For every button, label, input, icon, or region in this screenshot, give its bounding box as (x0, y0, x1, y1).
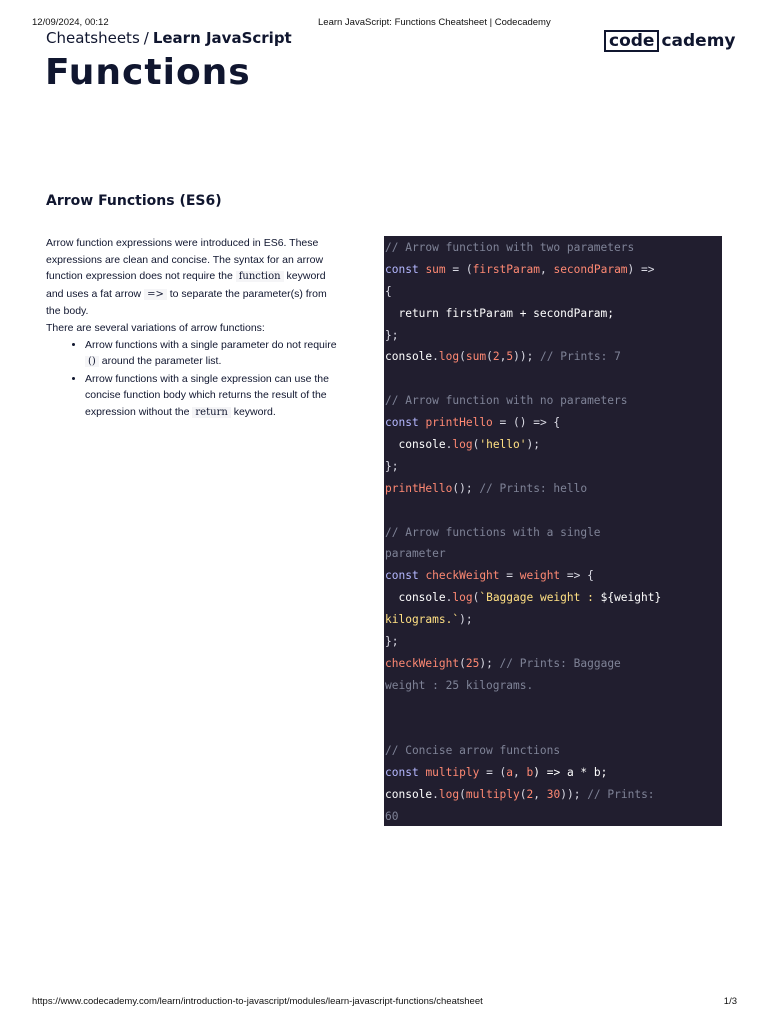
code-token: printHello (425, 416, 493, 430)
code-token: const (385, 569, 419, 583)
variations-intro: There are several variations of arrow functions: (46, 321, 265, 334)
code-token: weight : 25 kilograms. (385, 678, 534, 692)
code-token: 2 (526, 788, 534, 802)
breadcrumb (46, 29, 292, 47)
code-token: = ( (479, 766, 507, 780)
code-token: weight (519, 569, 561, 583)
code-line (384, 259, 722, 281)
code-token: secondParam (553, 262, 628, 276)
logo-boxed-text: code (604, 30, 659, 52)
code-token: , (499, 350, 507, 364)
inline-code-parens: () (85, 356, 99, 367)
code-token: ); (459, 613, 473, 627)
code-token: const (385, 262, 419, 276)
code-line (384, 522, 722, 544)
code-token: console (385, 438, 446, 452)
code-token: // Arrow functions with a single (385, 525, 601, 539)
code-token: multiply (425, 766, 480, 780)
code-line (384, 587, 722, 609)
code-token: (); (452, 481, 480, 495)
code-token: ( (472, 438, 480, 452)
code-token: ( (519, 788, 527, 802)
code-line (384, 390, 722, 412)
code-token: log (438, 788, 460, 802)
breadcrumb-cheatsheets-link[interactable]: Cheatsheets (46, 29, 140, 47)
code-token: . (445, 591, 453, 605)
list-item (85, 371, 338, 422)
code-token: , (539, 262, 554, 276)
code-line (384, 784, 722, 806)
code-token: kilograms.` (385, 613, 460, 627)
code-token: }; (385, 635, 399, 649)
code-token: ( (459, 350, 466, 364)
code-token: sum (465, 350, 487, 364)
code-line (384, 697, 722, 719)
print-document-title: Learn JavaScript: Functions Cheatsheet | Codecademy (318, 17, 551, 28)
code-token: // Arrow function with no parameters (385, 394, 628, 408)
code-token: = (499, 569, 520, 583)
code-line (384, 719, 722, 741)
bullet-text-after: keyword. (233, 405, 276, 418)
code-line (384, 478, 722, 500)
code-token: console (385, 788, 433, 802)
code-line (384, 740, 722, 762)
code-token: printHello (385, 481, 453, 495)
intro-text-2: keyword and uses a fat arrow (46, 270, 326, 300)
code-token: checkWeight (425, 569, 500, 583)
code-line (384, 653, 722, 675)
breadcrumb-separator: / (143, 29, 149, 47)
intro-paragraph (46, 235, 338, 320)
code-token: a (506, 766, 514, 780)
code-token: => { (560, 569, 594, 583)
code-token: log (452, 591, 473, 605)
list-item (85, 337, 338, 371)
code-token: // Prints: Baggage (499, 656, 621, 670)
bullet-text-after: around the parameter list. (101, 355, 222, 368)
code-token: 2 (492, 350, 500, 364)
code-line (384, 303, 722, 325)
code-token: b (526, 766, 534, 780)
codecademy-logo[interactable] (604, 30, 736, 52)
code-token: ) => (627, 262, 655, 276)
code-line (384, 500, 722, 522)
code-token: }; (385, 459, 399, 473)
code-token: sum (425, 262, 446, 276)
code-token: ( (459, 788, 466, 802)
page-title: Functions (45, 52, 251, 93)
code-token: 60 (385, 810, 399, 824)
code-token: { (385, 284, 392, 298)
section-title: Arrow Functions (ES6) (46, 193, 222, 209)
code-token: , (513, 766, 527, 780)
code-token: }; (385, 328, 399, 342)
print-footer (0, 996, 768, 1010)
code-token: ); (479, 656, 500, 670)
code-token: firstParam (472, 262, 540, 276)
logo-rest-text: cademy (661, 31, 736, 51)
code-token: 5 (506, 350, 514, 364)
inline-code-return: return (192, 407, 230, 418)
code-token: // Concise arrow functions (385, 744, 561, 758)
code-line (384, 631, 722, 653)
code-token: console (385, 591, 446, 605)
inline-code-function: function (236, 271, 284, 282)
code-token: = () => { (492, 416, 561, 430)
bullet-text-before: Arrow functions with a single expression can use the concise function body which returns the result of the expression without the (85, 372, 329, 418)
code-token: 'hello' (479, 438, 527, 452)
code-token: multiply (465, 788, 520, 802)
code-example-block (384, 236, 722, 826)
code-token: = ( (445, 262, 473, 276)
section-description (46, 235, 338, 422)
code-line (384, 281, 722, 303)
code-token: checkWeight (385, 656, 460, 670)
code-token: ( (486, 350, 493, 364)
code-line (384, 456, 722, 478)
code-line (384, 237, 722, 259)
code-token: . (432, 350, 439, 364)
code-token: console (385, 350, 433, 364)
code-token: // Arrow function with two parameters (385, 241, 635, 254)
code-line (384, 565, 722, 587)
code-token: log (452, 438, 473, 452)
code-token: . (445, 438, 453, 452)
inline-code-arrow: => (144, 289, 167, 300)
code-token: log (438, 350, 460, 364)
code-line (384, 609, 722, 631)
code-token: const (385, 416, 419, 430)
bullet-text-before: Arrow functions with a single parameter do not require (85, 338, 337, 351)
code-line (384, 806, 722, 826)
code-token: // Prints: hello (479, 481, 588, 495)
code-token: 30 (546, 788, 561, 802)
code-token: )); (513, 350, 541, 364)
code-line (384, 325, 722, 347)
breadcrumb-current[interactable]: Learn JavaScript (152, 29, 292, 47)
code-token: . (432, 788, 439, 802)
code-line (384, 412, 722, 434)
code-token: // Prints: 7 (540, 350, 621, 364)
intro-text-3: to separate the parameter(s) from the body. (46, 287, 327, 318)
code-token: ${weight} (600, 591, 662, 605)
code-token: `Baggage weight : (479, 591, 601, 605)
code-token: return firstParam + secondParam; (385, 306, 615, 320)
code-line (384, 434, 722, 456)
code-token: const (385, 766, 419, 780)
code-token: , (533, 788, 547, 802)
variations-list (46, 337, 338, 422)
code-line (384, 543, 722, 565)
code-token: ( (459, 656, 466, 670)
intro-text-1: Arrow function expressions were introduced in ES6. These expressions are clean and concise. The syntax for an arrow function expression does not require the (46, 237, 324, 283)
print-datetime: 12/09/2024, 00:12 (32, 17, 109, 28)
print-page-number: 1/3 (723, 996, 737, 1007)
code-token: parameter (385, 547, 446, 561)
print-url: https://www.codecademy.com/learn/introduction-to-javascript/modules/learn-javascript-functions/cheatsheet (32, 996, 483, 1007)
code-line (384, 675, 722, 697)
code-token: ); (526, 438, 540, 452)
code-token: ( (472, 591, 480, 605)
code-token: )); (560, 788, 588, 802)
code-token: // Prints: (587, 788, 655, 802)
code-line (384, 762, 722, 784)
code-line (384, 368, 722, 390)
code-token: ) => a * b; (533, 766, 608, 780)
code-token: 25 (465, 656, 480, 670)
code-line (384, 346, 722, 368)
